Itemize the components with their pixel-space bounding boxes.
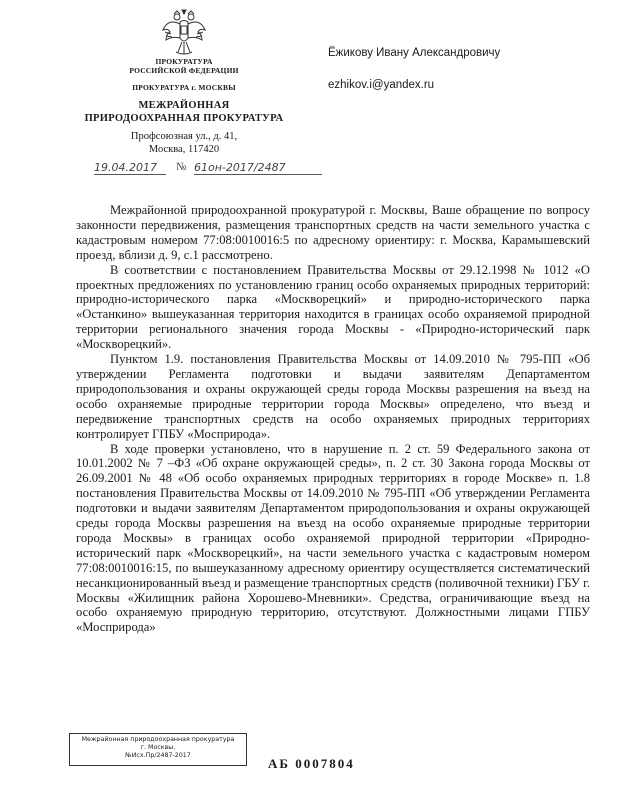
body-paragraph-2: В соответствии с постановлением Правительства Москвы от 29.12.1998 № 1012 «О проектных предложениях по установлению границ особо охраняемых природных территорий: природно-исторического парка «Москворецкий» и природно-исторического парка «Останкино» вышеуказанная территория находится в границах особо охраняемой природной территории регионального значения города Москвы - «Природно-исторический парк «Москворецкий». <box>76 262 590 352</box>
recipient-block <box>328 46 500 92</box>
outgoing-registration-stamp <box>69 733 247 766</box>
registration-line <box>90 161 326 175</box>
double-headed-eagle-icon <box>160 8 208 58</box>
stamp-line3: №Исх.Пр/2487-2017 <box>125 752 191 759</box>
agency-name-line1: ПРОКУРАТУРА <box>155 57 213 66</box>
body-paragraph-3: Пунктом 1.9. постановления Правительства Москвы от 14.09.2010 № 795-ПП «Об утверждении Регламента подготовки и выдачи заявителям Департаментом природопользования и охраны окружающей среды города Москвы разрешения на въезд на особо охраняемые природные территории города Москвы» определено, что въезд и передвижение транспортных средств на особо охраняемых природных территориях контролирует ГПБУ «Мосприрода». <box>76 352 590 441</box>
agency-name-line2: РОССИЙСКОЙ ФЕДЕРАЦИИ <box>129 66 239 75</box>
body-paragraph-4: В ходе проверки установлено, что в нарушение п. 2 ст. 59 Федерального закона от 10.01.2002 № 7 –ФЗ «Об охране окружающей среды», п. 2 ст. 30 Закона города Москвы от 26.09.2001 № 48 «Об особо охраняемых природных территориях в городе Москве» п. 1.8 постановления Правительства Москвы от 14.09.2010 № 795-ПП «Об утверждении Регламента подготовки и выдачи заявителям Департаментом природопользования и охраны окружающей среды города Москвы разрешения на въезд на особо охраняемые природные территории города Москвы» в границах особо охраняемой природной территории «Природно-исторический парк «Москворецкий», на части земельного участка с кадастровым номером 77:08:0010016:15, по вышеуказанному адресному ориентиру осуществляется систематический несанкционированный въезд и размещение транспортных средств (поливочной техники) ГБУ г. Москвы «Жилищник района Хорошево-Мневники». Средства, ограничивающие въезд на особо охраняемую природную территорию, отсутствуют. Должностными лицами ГПБУ «Мосприрода» <box>76 441 590 635</box>
office-name-line1: МЕЖРАЙОННАЯ <box>138 100 230 111</box>
registration-number-label: № <box>176 161 187 173</box>
body-paragraph-1: Межрайонной природоохранной прокуратурой г. Москвы, Ваше обращение по вопросу законности передвижения, размещения транспортных средств на части земельного участка с кадастровым номером 77:08:0010016:5 по адресному ориентиру: г. Москва, Карамышевский проезд, вблизи д. 9, с.1 рассмотрено. <box>76 203 590 262</box>
office-address <box>54 130 314 156</box>
registration-date: 19.04.2017 <box>94 161 166 175</box>
office-address-line1: Профсоюзная ул., д. 41, <box>130 131 238 142</box>
office-name-line2: ПРИРОДООХРАННАЯ ПРОКУРАТУРА <box>84 113 284 124</box>
registration-number: 61он-2017/2487 <box>194 161 322 175</box>
form-serial-number: АБ 0007804 <box>268 756 355 771</box>
letter-body <box>76 203 590 635</box>
stamp-line2: г. Москвы. <box>140 744 176 751</box>
stamp-line1: Межрайонная природоохранная прокуратура <box>81 736 235 743</box>
city-prosecutor-line: ПРОКУРАТУРА г. МОСКВЫ <box>132 83 236 92</box>
recipient-name: Ёжикову Ивану Александровичу <box>328 47 501 59</box>
office-name <box>54 99 314 125</box>
recipient-email: ezhikov.i@yandex.ru <box>328 79 435 91</box>
office-address-line2: Москва, 117420 <box>148 144 220 155</box>
